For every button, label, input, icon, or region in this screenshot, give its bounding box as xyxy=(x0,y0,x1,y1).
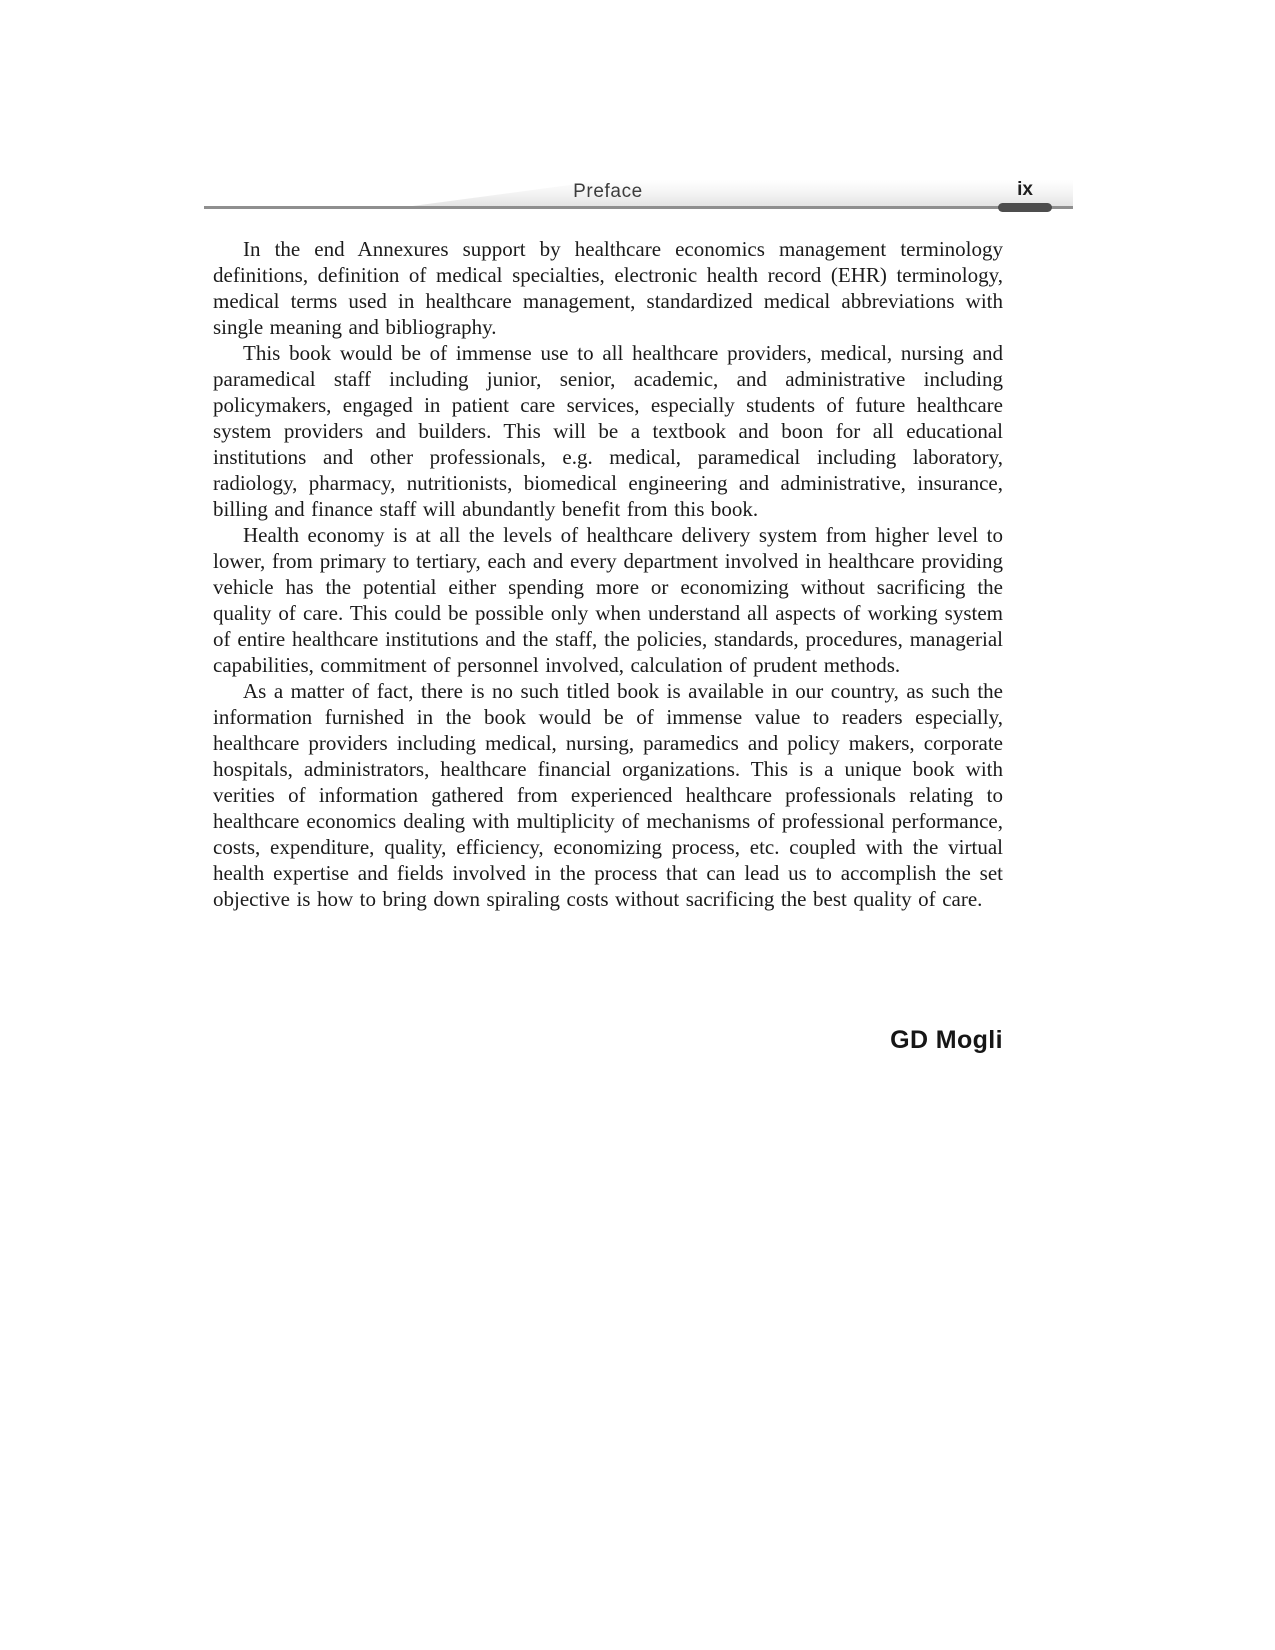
body-paragraph-1: In the end Annexures support by healthcare economics management terminology definitions, definition of medical specialties, electronic health record (EHR) terminology, medical terms used in healthcare management, standardized medical abbreviations with single meaning and bibliography. xyxy=(213,237,1003,339)
body-paragraph-2: This book would be of immense use to all healthcare providers, medical, nursing and paramedical staff including junior, senior, academic, and administrative including policymakers, engaged in patient care services, especially students of future healthcare system providers and builders. This will be a textbook and boon for all educational institutions and other professionals, e.g. medical, paramedical including laboratory, radiology, pharmacy, nutritionists, biomedical engineering and administrative, insurance, billing and finance staff will abundantly benefit from this book. xyxy=(213,341,1003,521)
page-number: ix xyxy=(1017,179,1033,200)
body-paragraph-4: As a matter of fact, there is no such titled book is available in our country, as such the information furnished in the book would be of immense value to readers especially, healthcare providers including medical, nursing, paramedics and policy makers, corporate hospitals, administrators, healthcare financial organizations. This is a unique book with verities of information gathered from experienced healthcare professionals relating to healthcare economics dealing with multiplicity of mechanisms of professional performance, costs, expenditure, quality, efficiency, economizing process, etc. coupled with the virtual health expertise and fields involved in the process that can lead us to accomplish the set objective is how to bring down spiraling costs without sacrificing the best quality of care. xyxy=(213,679,1003,911)
author-signature: GD Mogli xyxy=(890,1026,1003,1054)
page-header-title: Preface xyxy=(573,181,643,202)
header-rule-accent xyxy=(998,203,1052,212)
header-rule xyxy=(204,206,1073,209)
body-paragraph-3: Health economy is at all the levels of healthcare delivery system from higher level to lower, from primary to tertiary, each and every department involved in healthcare providing vehicle has the potential either spending more or economizing without sacrificing the quality of care. This could be possible only when understand all aspects of working system of entire healthcare institutions and the staff, the policies, standards, procedures, managerial capabilities, commitment of personnel involved, calculation of prudent methods. xyxy=(213,523,1003,677)
page-body xyxy=(213,236,1003,912)
